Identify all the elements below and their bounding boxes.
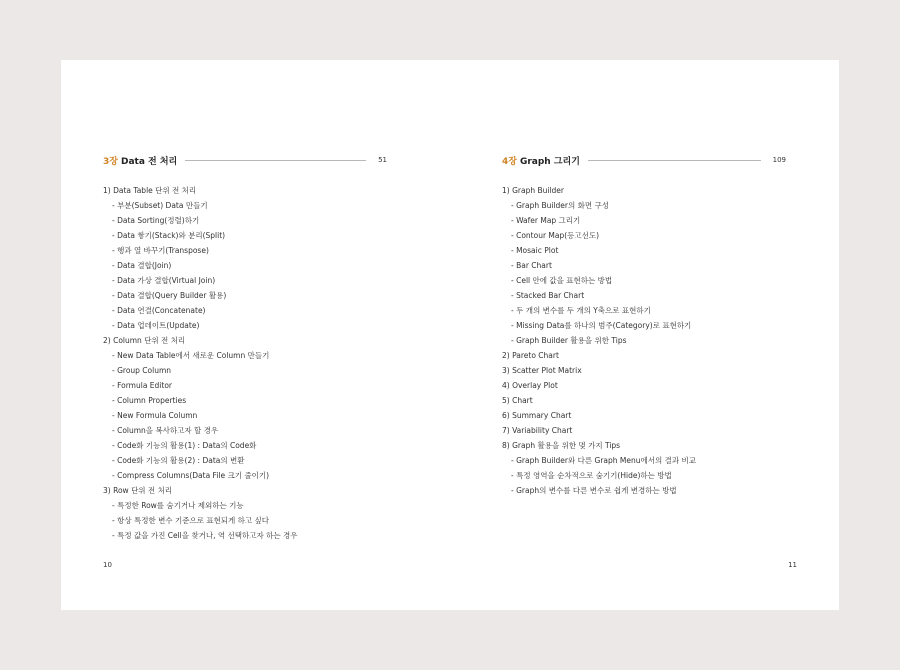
chapter-header [502, 153, 786, 167]
chapter-header [103, 153, 387, 167]
toc-subitem: - Wafer Map 그리기 [511, 216, 581, 225]
toc-list [103, 183, 297, 543]
toc-list [502, 183, 696, 498]
toc-subitem: - 특정 값을 가진 Cell을 찾거나, 역 선택하고자 하는 경우 [112, 531, 298, 540]
page-number: 11 [788, 561, 797, 569]
toc-subitem: - 항상 특정한 변수 기준으로 표현되게 하고 싶다 [112, 516, 270, 525]
toc-subitem: - Code화 기능의 활용(1) : Data의 Code화 [112, 441, 257, 450]
page-number: 10 [103, 561, 112, 569]
toc-section: 6) Summary Chart [502, 411, 572, 420]
toc-subitem: - Data Sorting(정렬)하기 [112, 216, 200, 225]
toc-subitem: - Graph Builder의 화면 구성 [511, 201, 609, 210]
toc-section: 2) Column 단위 전 처리 [103, 336, 186, 345]
toc-subitem: - Graph Builder와 다른 Graph Menu에서의 결과 비교 [511, 456, 696, 465]
toc-section: 5) Chart [502, 396, 533, 405]
toc-subitem: - Column을 복사하고자 할 경우 [112, 426, 219, 435]
toc-subitem: - Stacked Bar Chart [511, 291, 585, 300]
toc-subitem: - Column Properties [112, 396, 187, 405]
toc-subitem: - 두 개의 변수를 두 개의 Y축으로 표현하기 [511, 306, 651, 315]
toc-subitem: - 부분(Subset) Data 만들기 [112, 201, 208, 210]
toc-section: 7) Variability Chart [502, 426, 573, 435]
toc-subitem: - Data 업데이트(Update) [112, 321, 200, 330]
toc-subitem: - New Data Table에서 새로운 Column 만들기 [112, 351, 270, 360]
chapter-title: Graph 그리기 [519, 156, 580, 167]
toc-subitem: - Contour Map(등고선도) [511, 231, 600, 240]
chapter-title: Data 전 처리 [120, 156, 178, 167]
toc-subitem: - Compress Columns(Data File 크기 줄이기) [112, 471, 270, 480]
book-spread [61, 60, 839, 610]
header-rule [588, 160, 761, 161]
toc-subitem: - Formula Editor [112, 381, 172, 390]
toc-section: 4) Overlay Plot [502, 381, 558, 390]
toc-section: 3) Row 단위 전 처리 [103, 486, 173, 495]
right-page [450, 60, 839, 610]
toc-subitem: - Group Column [112, 366, 172, 375]
toc-subitem: - Data 결합(Query Builder 활용) [112, 291, 227, 300]
toc-subitem: - Missing Data를 하나의 범주(Category)로 표현하기 [511, 321, 692, 330]
toc-subitem: - 행과 열 바꾸기(Transpose) [112, 246, 209, 255]
toc-subitem: - Graph의 변수를 다른 변수로 쉽게 변경하는 방법 [511, 486, 677, 495]
chapter-page-ref: 51 [378, 156, 387, 164]
left-page [61, 60, 450, 610]
toc-subitem: - Graph Builder 활용을 위한 Tips [511, 336, 627, 345]
toc-subitem: - Cell 안에 값을 표현하는 방법 [511, 276, 613, 285]
toc-subitem: - Data 가상 결합(Virtual Join) [112, 276, 216, 285]
toc-subitem: - Data 결합(Join) [112, 261, 172, 270]
toc-subitem: - 특정한 Row를 숨기거나 제외하는 기능 [112, 501, 244, 510]
toc-section: 8) Graph 활용을 위한 몇 가지 Tips [502, 441, 621, 450]
toc-subitem: - New Formula Column [112, 411, 198, 420]
toc-subitem: - Mosaic Plot [511, 246, 559, 255]
toc-subitem: - Data 쌓기(Stack)와 분리(Split) [112, 231, 226, 240]
chapter-number: 3장 [103, 156, 118, 167]
chapter-page-ref: 109 [772, 156, 786, 164]
toc-subitem: - Bar Chart [511, 261, 552, 270]
toc-subitem: - Data 연결(Concatenate) [112, 306, 206, 315]
toc-subitem: - 특정 영역을 순차적으로 숨기기(Hide)하는 방법 [511, 471, 672, 480]
toc-subitem: - Code화 기능의 활용(2) : Data의 변환 [112, 456, 245, 465]
toc-section: 3) Scatter Plot Matrix [502, 366, 582, 375]
toc-section: 1) Data Table 단위 전 처리 [103, 186, 197, 195]
toc-section: 2) Pareto Chart [502, 351, 559, 360]
chapter-number: 4장 [502, 156, 517, 167]
header-rule [185, 160, 366, 161]
toc-section: 1) Graph Builder [502, 186, 564, 195]
